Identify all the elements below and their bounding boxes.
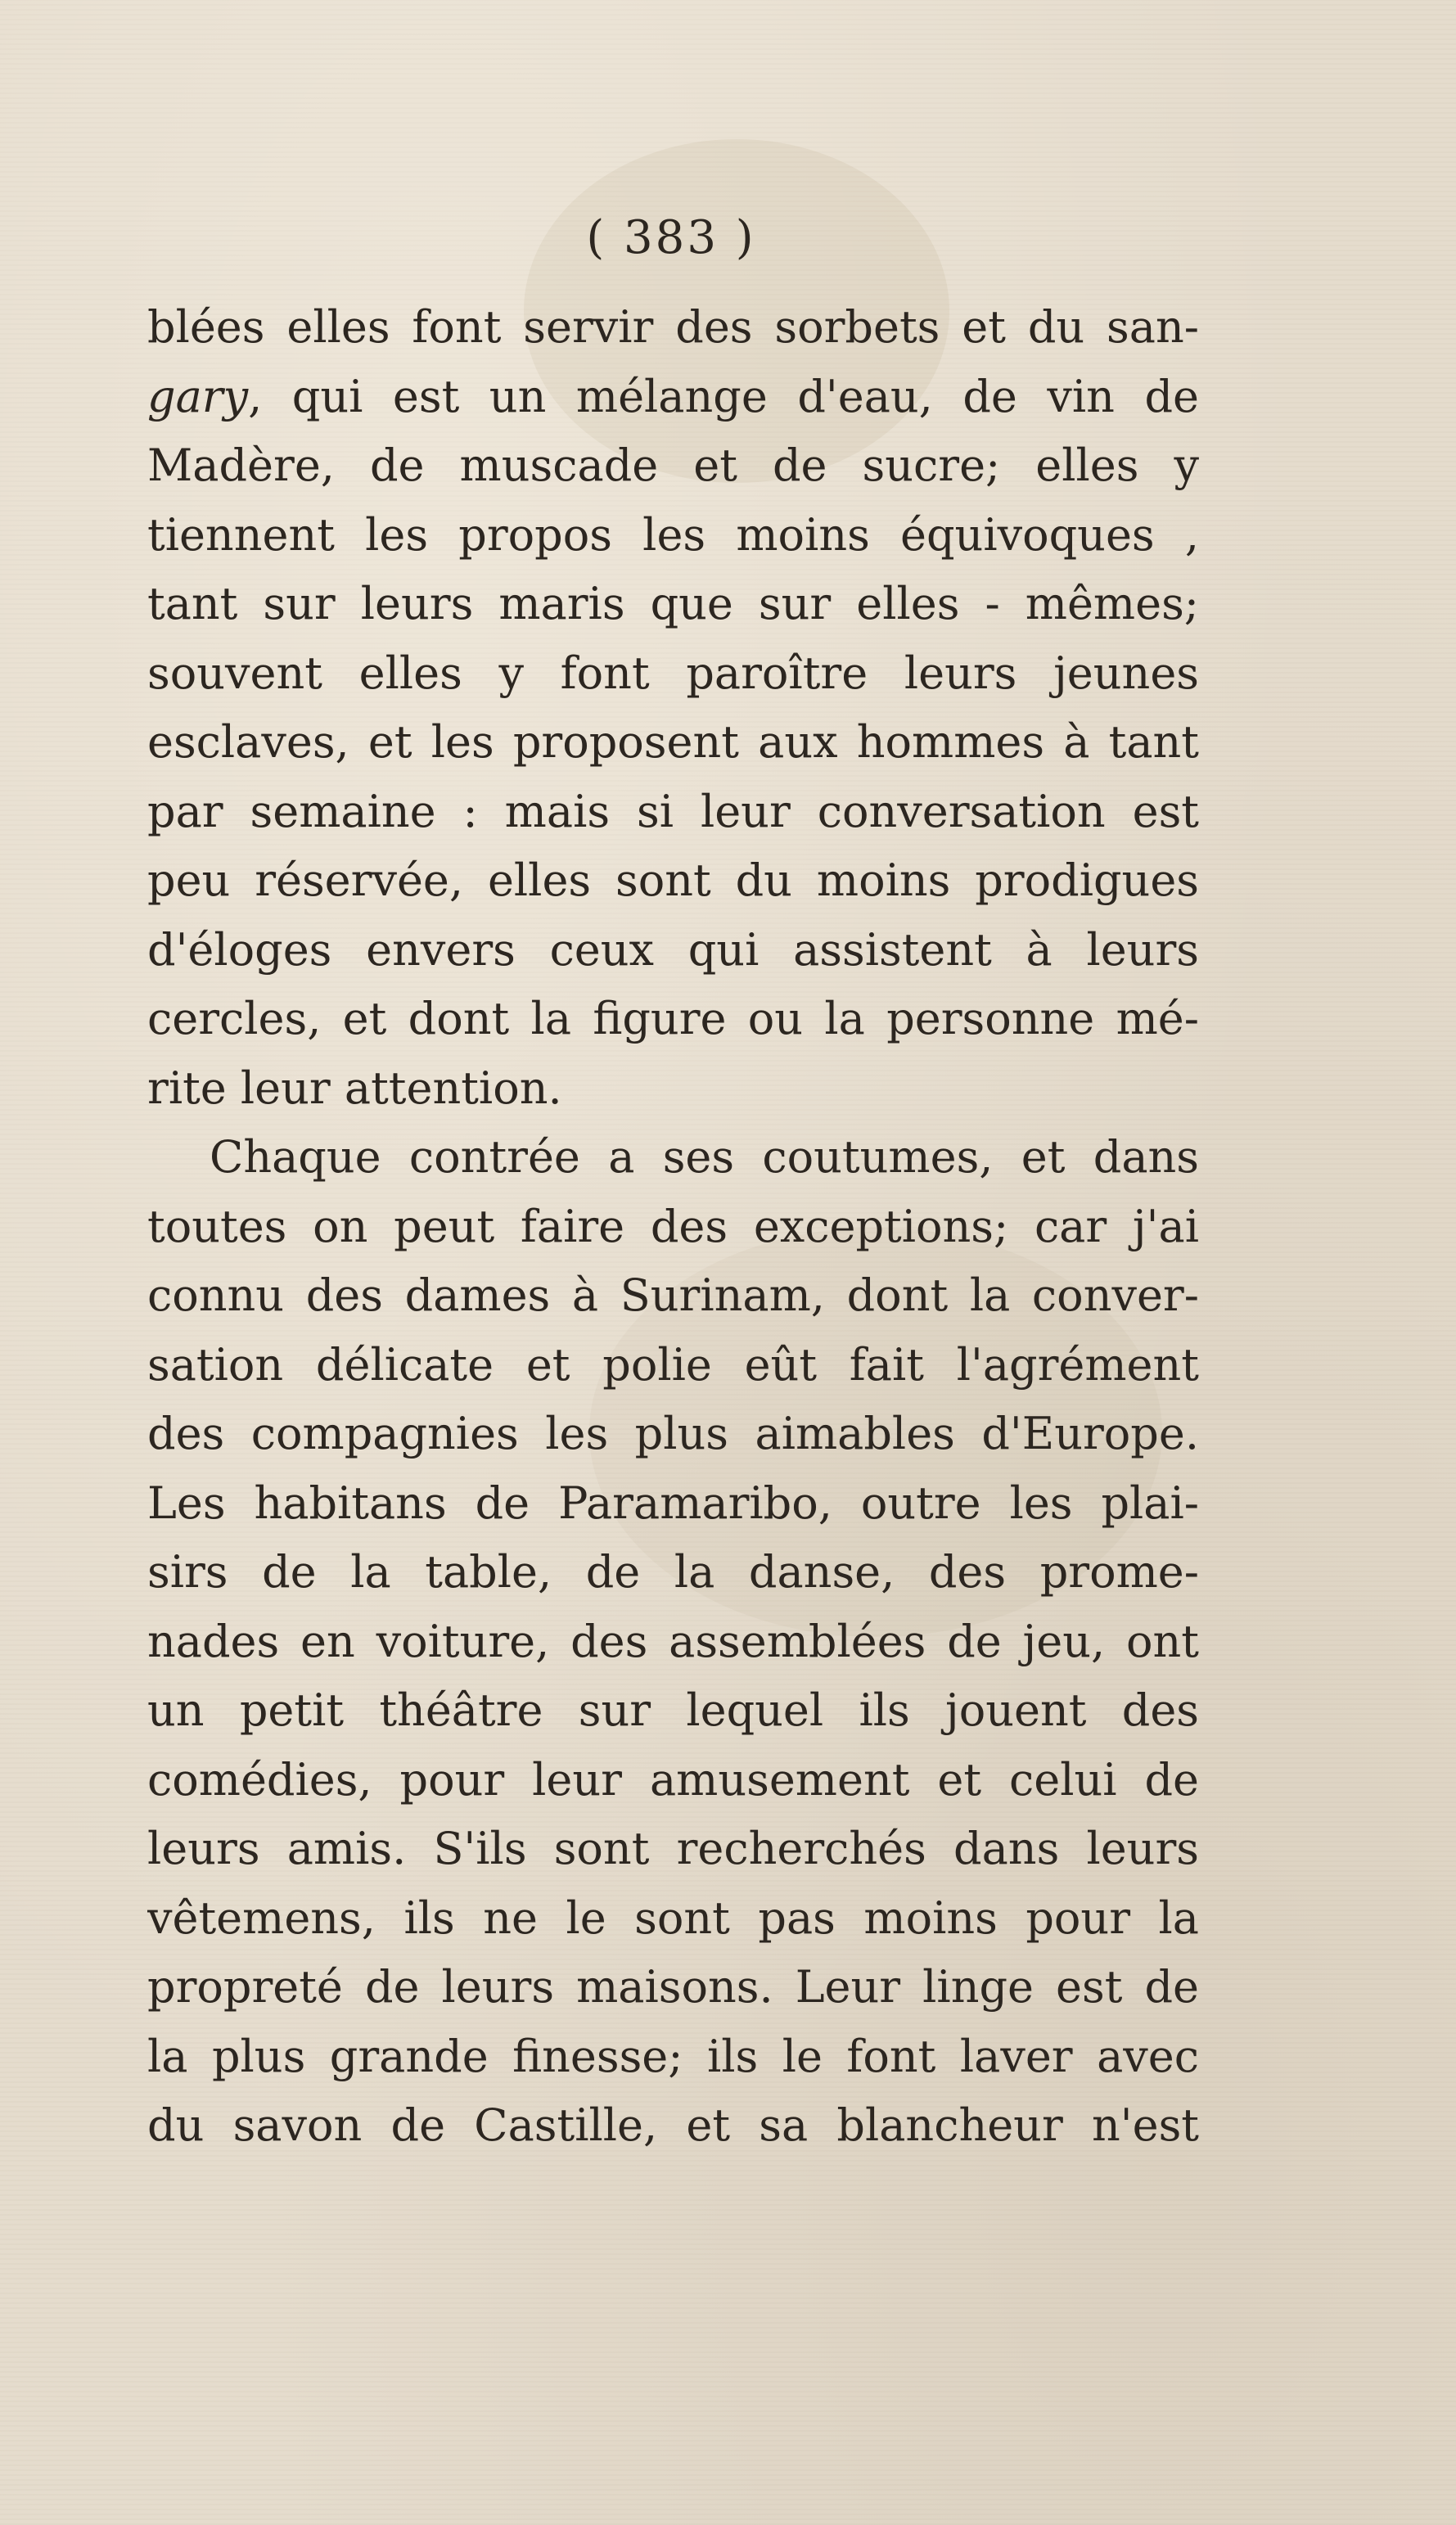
paragraph-1 — [147, 293, 1199, 1123]
text-line: Chaque contrée a ses coutumes, et dans — [210, 1131, 1199, 1183]
paragraph-2 — [147, 1123, 1199, 2161]
text-line: blées elles font servir des sorbets et du san- — [147, 301, 1199, 353]
text-line-rest: , qui est un mélange d'eau, de vin de — [248, 370, 1199, 422]
text-line: toutes on peut faire des exceptions; car j'ai — [147, 1200, 1199, 1252]
text-line: la plus grande finesse; ils le font laver avec — [147, 2030, 1199, 2082]
text-line: comédies, pour leur amusement et celui de — [147, 1753, 1199, 1806]
text-line: propreté de leurs maisons. Leur linge est de — [147, 1961, 1199, 2013]
text-line: esclaves, et les proposent aux hommes à tant — [147, 716, 1199, 768]
text-line: sirs de la table, de la danse, des prome- — [147, 1546, 1199, 1598]
body-text — [147, 293, 1199, 2161]
text-line: connu des dames à Surinam, dont la conver- — [147, 1269, 1199, 1321]
italic-word: gary — [147, 370, 249, 422]
text-line: rite leur attention. — [147, 1062, 562, 1114]
text-line: nades en voiture, des assemblées de jeu, ont — [147, 1615, 1199, 1667]
page-number: ( 383 ) — [586, 211, 756, 264]
text-line: par semaine : mais si leur conversation est — [147, 785, 1199, 837]
text-line: des compagnies les plus aimables d'Europe. — [147, 1408, 1199, 1459]
text-line: du savon de Castille, et sa blancheur n'est — [147, 2099, 1199, 2151]
text-line: vêtemens, ils ne le sont pas moins pour la — [147, 1891, 1199, 1944]
text-line: souvent elles y font paroître leurs jeunes — [147, 647, 1199, 699]
text-line: Les habitans de Paramaribo, outre les plai- — [147, 1477, 1199, 1529]
text-line: d'éloges envers ceux qui assistent à leurs — [147, 923, 1199, 976]
text-line: leurs amis. S'ils sont recherchés dans leurs — [147, 1823, 1199, 1874]
text-line: un petit théâtre sur lequel ils jouent des — [147, 1684, 1199, 1736]
text-line: cercles, et dont la figure ou la personne mé- — [147, 993, 1199, 1044]
text-line: sation délicate et polie eût fait l'agrément — [147, 1338, 1199, 1391]
text-line — [147, 363, 1199, 432]
text-line: Madère, de muscade et de sucre; elles y — [147, 440, 1199, 491]
text-line: tiennent les propos les moins équivoques , — [147, 508, 1199, 561]
text-line: peu réservée, elles sont du moins prodigues — [147, 854, 1199, 906]
text-line: tant sur leurs maris que sur elles - mêmes; — [147, 578, 1199, 629]
